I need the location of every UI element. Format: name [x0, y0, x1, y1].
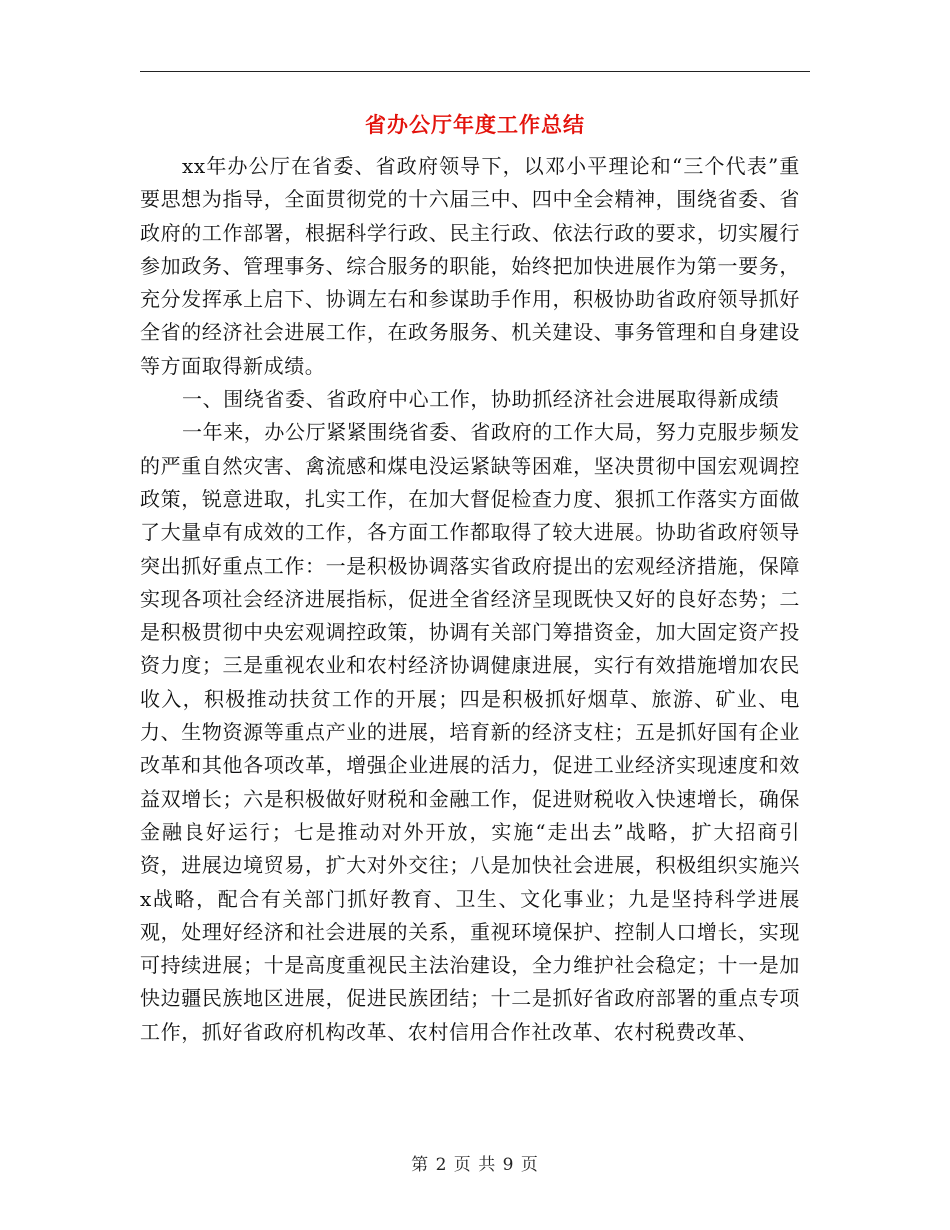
header-rule	[140, 71, 810, 72]
paragraph-section-1: 一年来，办公厅紧紧围绕省委、省政府的工作大局，努力克服步频发的严重自然灾害、禽流感和煤电没运紧缺等困难，坚决贯彻中国宏观调控政策，锐意进取，扎实工作，在加大督促检查力度、狠抓工作落实方面做了大量卓有成效的工作，各方面工作都取得了较大进展。协助省政府领导突出抓好重点工作：一是积极协调落实省政府提出的宏观经济措施，保障实现各项社会经济进展指标，促进全省经济呈现既快又好的良好态势；二是积极贯彻中央宏观调控政策，协调有关部门筹措资金，加大固定资产投资力度；三是重视农业和农村经济协调健康进展，实行有效措施增加农民收入，积极推动扶贫工作的开展；四是积极抓好烟草、旅游、矿业、电力、生物资源等重点产业的进展，培育新的经济支柱；五是抓好国有企业改革和其他各项改革，增强企业进展的活力，促进工业经济实现速度和效益双增长；六是积极做好财税和金融工作，促进财税收入快速增长，确保金融良好运行；七是推动对外开放，实施“走出去”战略，扩大招商引资，进展边境贸易，扩大对外交往；八是加快社会进展，积极组织实施兴x战略，配合有关部门抓好教育、卫生、文化事业；九是坚持科学进展观，处理好经济和社会进展的关系，重视环境保护、控制人口增长，实现可持续进展；十是高度重视民主法治建设，全力维护社会稳定；十一是加快边疆民族地区进展，促进民族团结；十二是抓好省政府部署的重点专项工作，抓好省政府机构改革、农村信用合作社改革、农村税费改革、	[140, 420, 800, 1044]
paragraph-intro: xx年办公厅在省委、省政府领导下，以邓小平理论和“三个代表”重要思想为指导，全面贯彻党的十六届三中、四中全会精神，围绕省委、省政府的工作部署，根据科学行政、民主行政、依法行政的要求，切实履行参加政务、管理事务、综合服务的职能，始终把加快进展作为第一要务，充分发挥承上启下、协调左右和参谋助手作用，积极协助省政府领导抓好全省的经济社会进展工作，在政务服务、机关建设、事务管理和自身建设等方面取得新成绩。	[140, 154, 800, 378]
page-indicator: 第 2 页 共 9 页	[411, 1155, 539, 1175]
document-title: 省办公厅年度工作总结	[365, 113, 585, 137]
section-heading: 一、围绕省委、省政府中心工作，协助抓经济社会进展取得新成绩	[182, 387, 780, 412]
document-body	[140, 150, 800, 1049]
